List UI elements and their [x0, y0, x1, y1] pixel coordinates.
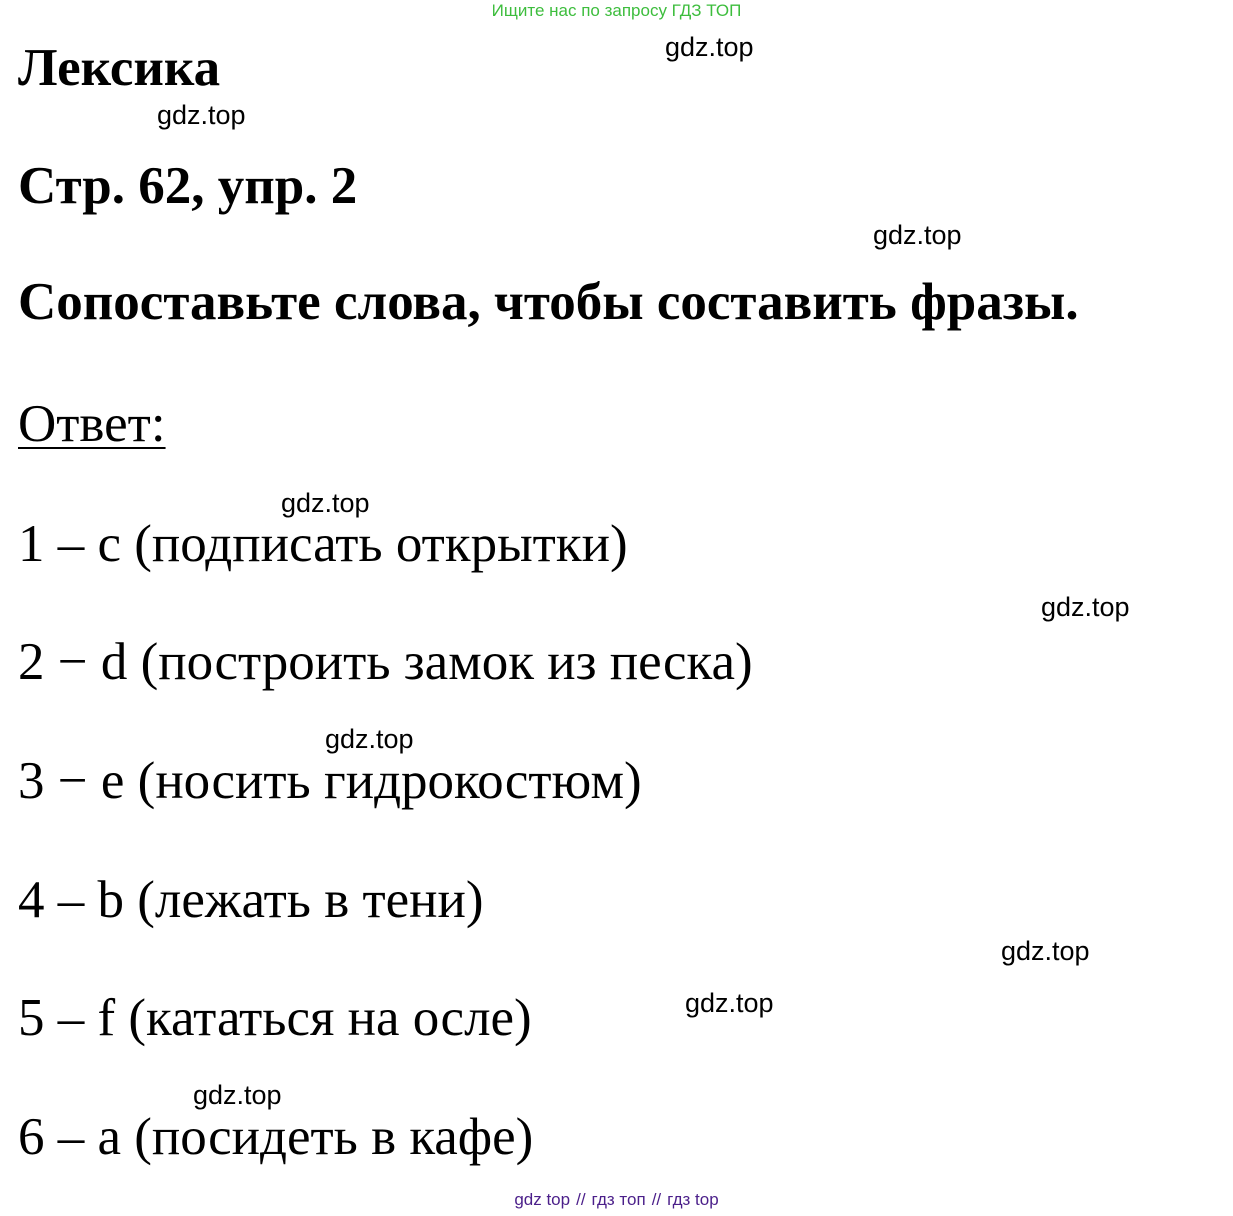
watermark: gdz.top — [157, 100, 246, 130]
answer-label: Ответ: — [18, 395, 166, 453]
watermark: gdz.top — [1041, 592, 1130, 622]
answer-item-1: 1 – c (подписать открытки) — [18, 515, 628, 573]
watermark: gdz.top — [193, 1080, 282, 1110]
watermark: gdz.top — [281, 488, 370, 518]
watermark: gdz.top — [685, 988, 774, 1018]
watermark: gdz.top — [873, 220, 962, 250]
footer-link-gdz-top-mixed[interactable]: гдз top — [667, 1190, 719, 1209]
section-title: Лексика — [18, 39, 221, 97]
footer-link-gdz-top[interactable]: gdz top — [514, 1190, 571, 1209]
watermark: gdz.top — [325, 724, 414, 754]
answer-item-5: 5 – f (кататься на осле) — [18, 989, 532, 1047]
watermark: gdz.top — [1001, 936, 1090, 966]
answer-item-2: 2 − d (построить замок из песка) — [18, 633, 753, 691]
footer-separator: // — [651, 1190, 662, 1209]
answer-item-4: 4 – b (лежать в тени) — [18, 871, 484, 929]
page-reference: Стр. 62, упр. 2 — [18, 157, 358, 215]
task-instruction: Сопоставьте слова, чтобы составить фразы. — [18, 273, 1079, 331]
top-banner[interactable]: Ищите нас по запросу ГДЗ ТОП — [491, 1, 742, 20]
footer-links — [0, 1190, 1233, 1210]
watermark: gdz.top — [665, 32, 754, 62]
answer-item-6: 6 – a (посидеть в кафе) — [18, 1108, 534, 1166]
footer-link-gdz-top-cyrillic[interactable]: гдз топ — [591, 1190, 646, 1209]
footer-separator: // — [576, 1190, 586, 1209]
answer-item-3: 3 − e (носить гидрокостюм) — [18, 752, 642, 810]
